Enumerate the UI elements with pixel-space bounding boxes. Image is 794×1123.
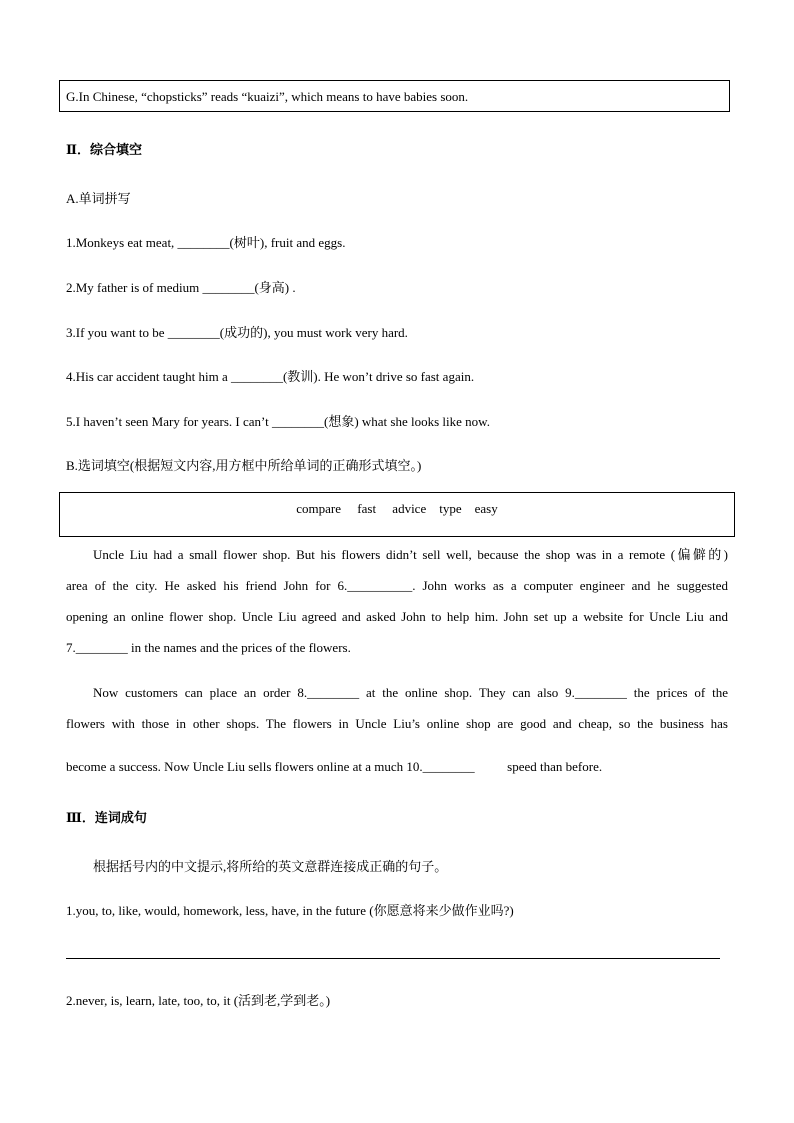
passage-line: flowers with those in other shops. The flowers in Uncle Liu’s online shop are good and cheap, so the business has (66, 716, 728, 731)
sentence-item-1: 1.you, to, like, would, homework, less, have, in the future (你愿意将来少做作业吗?) (66, 903, 514, 918)
answer-line (66, 958, 720, 959)
passage-line: opening an online flower shop. Uncle Liu agreed and asked John to help him. John set up a website for Uncle Liu and (66, 609, 728, 624)
passage-line: 7.________ in the names and the prices of the flowers. (66, 640, 351, 655)
sentence-item-2: 2.never, is, learn, late, too, to, it (活到老,学到老。) (66, 993, 331, 1008)
section-3-heading: Ⅲ．连词成句 (66, 810, 147, 825)
spelling-item-3: 3.If you want to be ________(成功的), you must work very hard. (66, 325, 408, 340)
passage-line: Now customers can place an order 8.________ at the online shop. They can also 9.________ the prices of the (93, 685, 728, 700)
option-g-text: G.In Chinese, “chopsticks” reads “kuaizi”, which means to have babies soon. (66, 89, 469, 104)
spelling-item-1: 1.Monkeys eat meat, ________(树叶), fruit and eggs. (66, 235, 346, 250)
part-b-heading: B.选词填空(根据短文内容,用方框中所给单词的正确形式填空。) (66, 458, 422, 473)
passage-paragraph-1 (66, 539, 728, 663)
passage-line: Uncle Liu had a small flower shop. But his flowers didn’t sell well, because the shop was in a remote (偏僻的) (93, 547, 728, 562)
spelling-item-5: 5.I haven’t seen Mary for years. I can’t ________(想象) what she looks like now. (66, 414, 490, 429)
part-a-heading: A.单词拼写 (66, 191, 131, 206)
section-3-instruction: 根据括号内的中文提示,将所给的英文意群连接成正确的句子。 (93, 859, 448, 874)
passage-line: area of the city. He asked his friend John for 6.__________. John works as a computer engineer and he suggested (66, 578, 728, 593)
spelling-item-2: 2.My father is of medium ________(身高) . (66, 280, 296, 295)
word-box-words: compare fast advice type easy (296, 501, 498, 516)
spelling-item-4: 4.His car accident taught him a ________(教训). He won’t drive so fast again. (66, 369, 475, 384)
passage-line: become a success. Now Uncle Liu sells flowers online at a much 10.________ speed than before. (66, 759, 603, 774)
section-2-heading: Ⅱ．综合填空 (66, 142, 142, 157)
passage-paragraph-2 (66, 677, 728, 782)
